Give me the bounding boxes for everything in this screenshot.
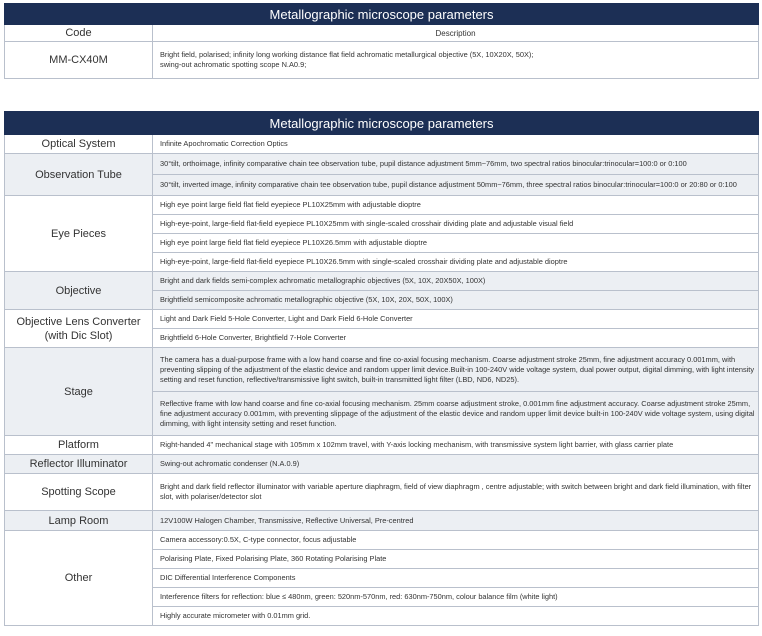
row-value: DIC Differential Interference Components (153, 569, 759, 588)
row-label-other: Other (5, 531, 153, 626)
row-value: Bright and dark field reflector illuminator with variable aperture diaphragm, field of view diaphragm , centre adjustable; with switch between bright and dark field illumination, with filter slot, with polariser/detector slot (153, 474, 759, 511)
row-label-spotting-scope: Spotting Scope (5, 474, 153, 511)
column-header-description: Description (153, 25, 759, 42)
row-value: High-eye-point, large-field flat-field eyepiece PL10X26.5mm with single-scaled crosshair dividing plate and adjustable dioptre (153, 253, 759, 272)
row-label-line: (with Dic Slot) (44, 329, 113, 342)
column-header-code: Code (5, 25, 153, 42)
row-value: Reflective frame with low hand coarse and fine co-axial focusing mechanism. 25mm coarse adjustment stroke, 0.001mm fine adjustment accuracy. Coarse adjustment stroke 25mm, fine adjustment accuracy 0.001mm, with preventing slippage of the adjustment of the elastic device and random upper limit device built-in 100-240V wide voltage system, using digital dimming, with light intensity setting and reset function. (153, 392, 759, 436)
product-description-line: Bright field, polarised; infinity long working distance flat field achromatic metallurgical objective (5X, 10X20X, 50X); (160, 50, 534, 59)
row-value: Interference filters for reflection: blue ≤ 480nm, green: 520nm-570nm, red: 630nm-750nm, colour balance film (white light) (153, 588, 759, 607)
row-label-line: Objective Lens Converter (16, 315, 141, 328)
row-value: Brightfield 6-Hole Converter, Brightfield 7-Hole Converter (153, 329, 759, 348)
row-value: Right-handed 4" mechanical stage with 105mm x 102mm travel, with Y-axis locking mechanism, with transmissive system light barrier, with glass carrier plate (153, 436, 759, 455)
row-label-optical-system: Optical System (5, 135, 153, 154)
row-value: Highly accurate micrometer with 0.01mm grid. (153, 607, 759, 626)
row-value: 30°tilt, orthoimage, infinity comparative chain tee observation tube, pupil distance adjustment 5mm~76mm, two spectral ratios binocular:trinocular=100:0 or 0:100 (153, 154, 759, 175)
row-value: Camera accessory:0.5X, C-type connector, focus adjustable (153, 531, 759, 550)
row-label-objective: Objective (5, 272, 153, 310)
parameters-table-summary (4, 3, 759, 79)
product-code: MM-CX40M (5, 42, 153, 79)
row-value: Brightfield semicomposite achromatic metallographic objective (5X, 10X, 20X, 50X, 100X) (153, 291, 759, 310)
row-value: Infinite Apochromatic Correction Optics (153, 135, 759, 154)
row-label-stage: Stage (5, 348, 153, 436)
product-description-line: swing-out achromatic spotting scope N.A0.9; (160, 60, 307, 69)
row-label-eye-pieces: Eye Pieces (5, 196, 153, 272)
row-value: Swing-out achromatic condenser (N.A.0.9) (153, 455, 759, 474)
row-value: High eye point large field flat field eyepiece PL10X26.5mm with adjustable dioptre (153, 234, 759, 253)
table1-title: Metallographic microscope parameters (5, 4, 759, 25)
row-value: Bright and dark fields semi-complex achromatic metallographic objectives (5X, 10X, 20X50X, 100X) (153, 272, 759, 291)
row-label-observation-tube: Observation Tube (5, 154, 153, 196)
row-value: 30°tilt, inverted image, infinity comparative chain tee observation tube, pupil distance adjustment 50mm~76mm, three spectral ratios binocular:trinocular=100:0 or 20:80 or 0:100 (153, 175, 759, 196)
row-label-objective-lens-converter (5, 310, 153, 348)
row-value: High-eye-point, large-field flat-field eyepiece PL10X25mm with single-scaled crosshair dividing plate and adjustable visual field (153, 215, 759, 234)
row-value: Polarising Plate, Fixed Polarising Plate, 360 Rotating Polarising Plate (153, 550, 759, 569)
product-description (153, 42, 759, 79)
row-value: High eye point large field flat field eyepiece PL10X25mm with adjustable dioptre (153, 196, 759, 215)
row-label-reflector-illuminator: Reflector Illuminator (5, 455, 153, 474)
parameters-table-detail (4, 111, 759, 626)
row-value: Light and Dark Field 5-Hole Converter, Light and Dark Field 6-Hole Converter (153, 310, 759, 329)
row-label-lamp-room: Lamp Room (5, 511, 153, 531)
row-label-platform: Platform (5, 436, 153, 455)
table2-title: Metallographic microscope parameters (5, 112, 759, 135)
row-value: 12V100W Halogen Chamber, Transmissive, Reflective Universal, Pre-centred (153, 511, 759, 531)
row-value: The camera has a dual-purpose frame with a low hand coarse and fine co-axial focusing mechanism. Coarse adjustment stroke 25mm, fine adjustment accuracy 0.001mm, with preventing slipping of the adjustment of the elastic device and random upper limit device.Built-in 100-240V wide voltage system, dual power output, digital dimming, with light intensity setting and reset function, reflective/transmissive light switch, built-in transmitted light filter (LBD, ND6, ND25). (153, 348, 759, 392)
